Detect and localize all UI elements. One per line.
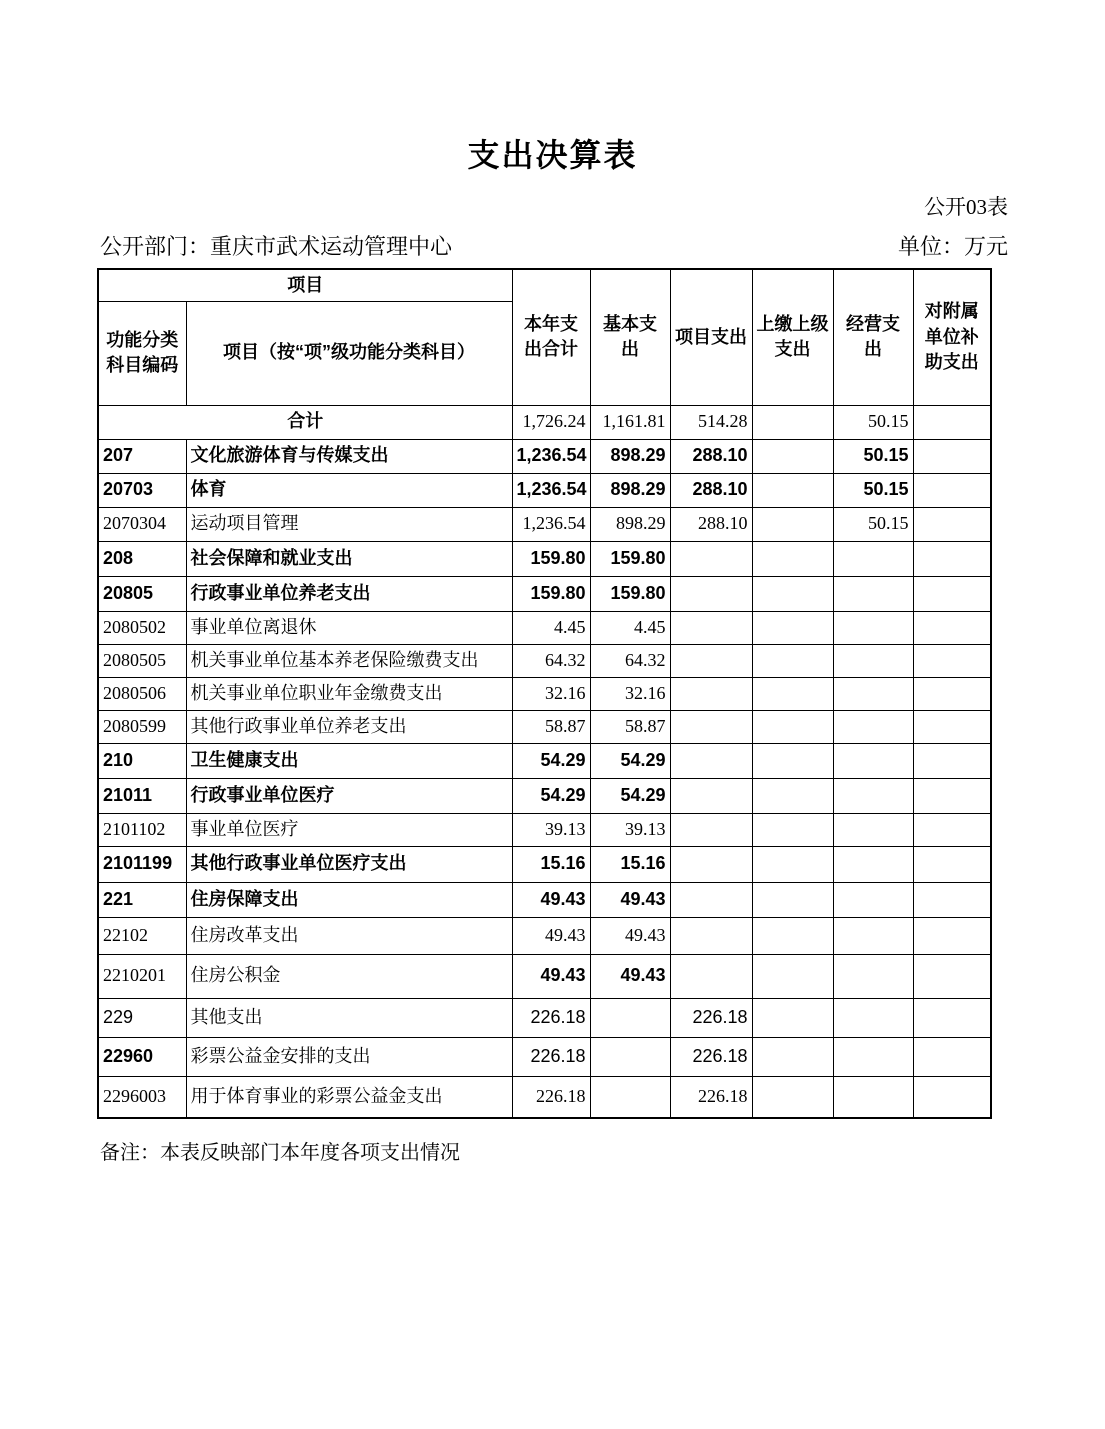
- cell-upper: [752, 778, 833, 813]
- row-total: [98, 405, 991, 439]
- row-code: 229: [98, 998, 186, 1037]
- page-title: 支出决算表: [467, 137, 638, 173]
- row-code: 2101199: [98, 846, 186, 882]
- public-table-code: 公开03表: [924, 195, 1008, 219]
- row-item: 其他行政事业单位医疗支出: [186, 846, 512, 882]
- row-code: 22960: [98, 1037, 186, 1076]
- cell-total: 49.43: [512, 882, 590, 917]
- cell-total: 64.32: [512, 644, 590, 677]
- row-2101102: [98, 813, 991, 846]
- header-col-item: 项目（按“项”级功能分类科目）: [186, 301, 512, 405]
- cell-subsidy: [913, 576, 991, 611]
- cell-operating: 50.15: [833, 473, 913, 507]
- header-col-operating: 经营支出: [833, 269, 913, 405]
- footer-note: 备注：本表反映部门本年度各项支出情况: [100, 1142, 460, 1164]
- cell-upper: [752, 1076, 833, 1118]
- cell-subsidy: [913, 1037, 991, 1076]
- cell-total: 54.29: [512, 778, 590, 813]
- cell-upper: [752, 473, 833, 507]
- cell-operating: 50.15: [833, 507, 913, 541]
- cell-basic: 159.80: [590, 541, 670, 576]
- cell-total: 4.45: [512, 611, 590, 644]
- row-code: 2080502: [98, 611, 186, 644]
- row-item: 体育: [186, 473, 512, 507]
- cell-subsidy: [913, 644, 991, 677]
- cell-subsidy: [913, 813, 991, 846]
- header-col-upper: 上缴上级支出: [752, 269, 833, 405]
- cell-operating: [833, 644, 913, 677]
- cell-total: 226.18: [512, 998, 590, 1037]
- cell-project: [670, 743, 752, 778]
- cell-total: 49.43: [512, 954, 590, 998]
- cell-basic: 898.29: [590, 439, 670, 473]
- row-item: 卫生健康支出: [186, 743, 512, 778]
- row-2296003: [98, 1076, 991, 1118]
- cell-basic: [590, 998, 670, 1037]
- cell-upper: [752, 576, 833, 611]
- row-2101199: [98, 846, 991, 882]
- cell-total: 15.16: [512, 846, 590, 882]
- row-item: 住房改革支出: [186, 917, 512, 954]
- row-code: 210: [98, 743, 186, 778]
- cell-subsidy: [913, 954, 991, 998]
- cell-upper: [752, 743, 833, 778]
- cell-basic: [590, 1076, 670, 1118]
- row-210: [98, 743, 991, 778]
- row-2080506: [98, 677, 991, 710]
- cell-operating: 50.15: [833, 439, 913, 473]
- cell-total: 1,236.54: [512, 439, 590, 473]
- row-code: 2080599: [98, 710, 186, 743]
- row-item: 合计: [98, 405, 512, 439]
- cell-upper: [752, 439, 833, 473]
- row-code: 221: [98, 882, 186, 917]
- cell-total: 1,236.54: [512, 473, 590, 507]
- row-item: 机关事业单位基本养老保险缴费支出: [186, 644, 512, 677]
- row-229: [98, 998, 991, 1037]
- header-col-project: 项目支出: [670, 269, 752, 405]
- row-code: 2210201: [98, 954, 186, 998]
- cell-project: [670, 644, 752, 677]
- cell-project: 226.18: [670, 1037, 752, 1076]
- cell-upper: [752, 710, 833, 743]
- cell-project: [670, 954, 752, 998]
- cell-total: 49.43: [512, 917, 590, 954]
- cell-upper: [752, 917, 833, 954]
- cell-subsidy: [913, 743, 991, 778]
- row-code: 2070304: [98, 507, 186, 541]
- cell-project: [670, 541, 752, 576]
- cell-project: [670, 611, 752, 644]
- cell-operating: [833, 541, 913, 576]
- cell-operating: [833, 576, 913, 611]
- cell-project: [670, 677, 752, 710]
- row-item: 行政事业单位养老支出: [186, 576, 512, 611]
- cell-subsidy: [913, 710, 991, 743]
- cell-operating: [833, 954, 913, 998]
- cell-basic: 54.29: [590, 743, 670, 778]
- cell-basic: 39.13: [590, 813, 670, 846]
- cell-subsidy: [913, 846, 991, 882]
- cell-total: 58.87: [512, 710, 590, 743]
- cell-operating: [833, 917, 913, 954]
- department-label: 公开部门：重庆市武术运动管理中心: [100, 234, 453, 259]
- cell-subsidy: [913, 882, 991, 917]
- cell-subsidy: [913, 611, 991, 644]
- expenditure-table: [97, 268, 992, 1119]
- cell-project: 226.18: [670, 998, 752, 1037]
- cell-project: [670, 917, 752, 954]
- cell-basic: [590, 1037, 670, 1076]
- cell-upper: [752, 813, 833, 846]
- row-item: 行政事业单位医疗: [186, 778, 512, 813]
- row-code: 20703: [98, 473, 186, 507]
- cell-project: 514.28: [670, 405, 752, 439]
- row-2080599: [98, 710, 991, 743]
- cell-subsidy: [913, 1076, 991, 1118]
- cell-upper: [752, 644, 833, 677]
- cell-basic: 64.32: [590, 644, 670, 677]
- cell-project: 288.10: [670, 439, 752, 473]
- row-2210201: [98, 954, 991, 998]
- cell-subsidy: [913, 998, 991, 1037]
- row-code: 21011: [98, 778, 186, 813]
- row-code: 2101102: [98, 813, 186, 846]
- cell-subsidy: [913, 541, 991, 576]
- cell-operating: [833, 677, 913, 710]
- row-code: 207: [98, 439, 186, 473]
- cell-basic: 58.87: [590, 710, 670, 743]
- row-item: 彩票公益金安排的支出: [186, 1037, 512, 1076]
- cell-total: 54.29: [512, 743, 590, 778]
- row-code: 2080505: [98, 644, 186, 677]
- cell-project: [670, 882, 752, 917]
- row-code: 208: [98, 541, 186, 576]
- cell-total: 159.80: [512, 541, 590, 576]
- row-item: 事业单位离退休: [186, 611, 512, 644]
- cell-subsidy: [913, 917, 991, 954]
- cell-project: 288.10: [670, 473, 752, 507]
- cell-basic: 49.43: [590, 917, 670, 954]
- row-item: 住房保障支出: [186, 882, 512, 917]
- cell-upper: [752, 882, 833, 917]
- cell-upper: [752, 541, 833, 576]
- row-item: 事业单位医疗: [186, 813, 512, 846]
- header-row-group: [98, 269, 991, 301]
- cell-basic: 898.29: [590, 473, 670, 507]
- row-code: 20805: [98, 576, 186, 611]
- row-20703: [98, 473, 991, 507]
- unit-label: 单位：万元: [897, 234, 1008, 259]
- cell-subsidy: [913, 507, 991, 541]
- cell-basic: 49.43: [590, 882, 670, 917]
- cell-project: [670, 846, 752, 882]
- cell-upper: [752, 1037, 833, 1076]
- row-21011: [98, 778, 991, 813]
- row-item: 住房公积金: [186, 954, 512, 998]
- header-col-basic: 基本支出: [590, 269, 670, 405]
- cell-total: 226.18: [512, 1037, 590, 1076]
- cell-total: 1,236.54: [512, 507, 590, 541]
- cell-upper: [752, 998, 833, 1037]
- cell-operating: [833, 813, 913, 846]
- cell-operating: [833, 1037, 913, 1076]
- cell-operating: [833, 1076, 913, 1118]
- cell-subsidy: [913, 473, 991, 507]
- cell-subsidy: [913, 405, 991, 439]
- row-2080502: [98, 611, 991, 644]
- row-208: [98, 541, 991, 576]
- row-item: 用于体育事业的彩票公益金支出: [186, 1076, 512, 1118]
- cell-operating: [833, 998, 913, 1037]
- row-22960: [98, 1037, 991, 1076]
- row-item: 其他支出: [186, 998, 512, 1037]
- row-code: 2296003: [98, 1076, 186, 1118]
- cell-basic: 32.16: [590, 677, 670, 710]
- row-2080505: [98, 644, 991, 677]
- cell-basic: 4.45: [590, 611, 670, 644]
- cell-subsidy: [913, 778, 991, 813]
- cell-upper: [752, 507, 833, 541]
- cell-operating: [833, 778, 913, 813]
- cell-upper: [752, 405, 833, 439]
- row-221: [98, 882, 991, 917]
- row-2070304: [98, 507, 991, 541]
- cell-basic: 54.29: [590, 778, 670, 813]
- cell-project: [670, 813, 752, 846]
- cell-basic: 159.80: [590, 576, 670, 611]
- row-22102: [98, 917, 991, 954]
- cell-project: [670, 778, 752, 813]
- cell-upper: [752, 846, 833, 882]
- row-item: 机关事业单位职业年金缴费支出: [186, 677, 512, 710]
- cell-operating: [833, 611, 913, 644]
- row-code: 2080506: [98, 677, 186, 710]
- row-item: 文化旅游体育与传媒支出: [186, 439, 512, 473]
- header-col-code: 功能分类科目编码: [98, 301, 186, 405]
- cell-basic: 15.16: [590, 846, 670, 882]
- cell-operating: 50.15: [833, 405, 913, 439]
- row-item: 运动项目管理: [186, 507, 512, 541]
- cell-total: 1,726.24: [512, 405, 590, 439]
- cell-total: 226.18: [512, 1076, 590, 1118]
- row-item: 其他行政事业单位养老支出: [186, 710, 512, 743]
- cell-total: 32.16: [512, 677, 590, 710]
- cell-basic: 49.43: [590, 954, 670, 998]
- cell-subsidy: [913, 439, 991, 473]
- cell-subsidy: [913, 677, 991, 710]
- cell-basic: 898.29: [590, 507, 670, 541]
- cell-upper: [752, 954, 833, 998]
- cell-operating: [833, 743, 913, 778]
- header-col-total: 本年支出合计: [512, 269, 590, 405]
- cell-upper: [752, 677, 833, 710]
- cell-operating: [833, 846, 913, 882]
- cell-project: 288.10: [670, 507, 752, 541]
- cell-project: 226.18: [670, 1076, 752, 1118]
- cell-basic: 1,161.81: [590, 405, 670, 439]
- header-project-group: 项目: [98, 269, 512, 301]
- row-item: 社会保障和就业支出: [186, 541, 512, 576]
- cell-operating: [833, 710, 913, 743]
- cell-upper: [752, 611, 833, 644]
- cell-project: [670, 576, 752, 611]
- row-207: [98, 439, 991, 473]
- row-code: 22102: [98, 917, 186, 954]
- cell-total: 39.13: [512, 813, 590, 846]
- header-col-subsidy: 对附属单位补助支出: [913, 269, 991, 405]
- cell-operating: [833, 882, 913, 917]
- meta-row: [100, 230, 1008, 261]
- cell-total: 159.80: [512, 576, 590, 611]
- cell-project: [670, 710, 752, 743]
- row-20805: [98, 576, 991, 611]
